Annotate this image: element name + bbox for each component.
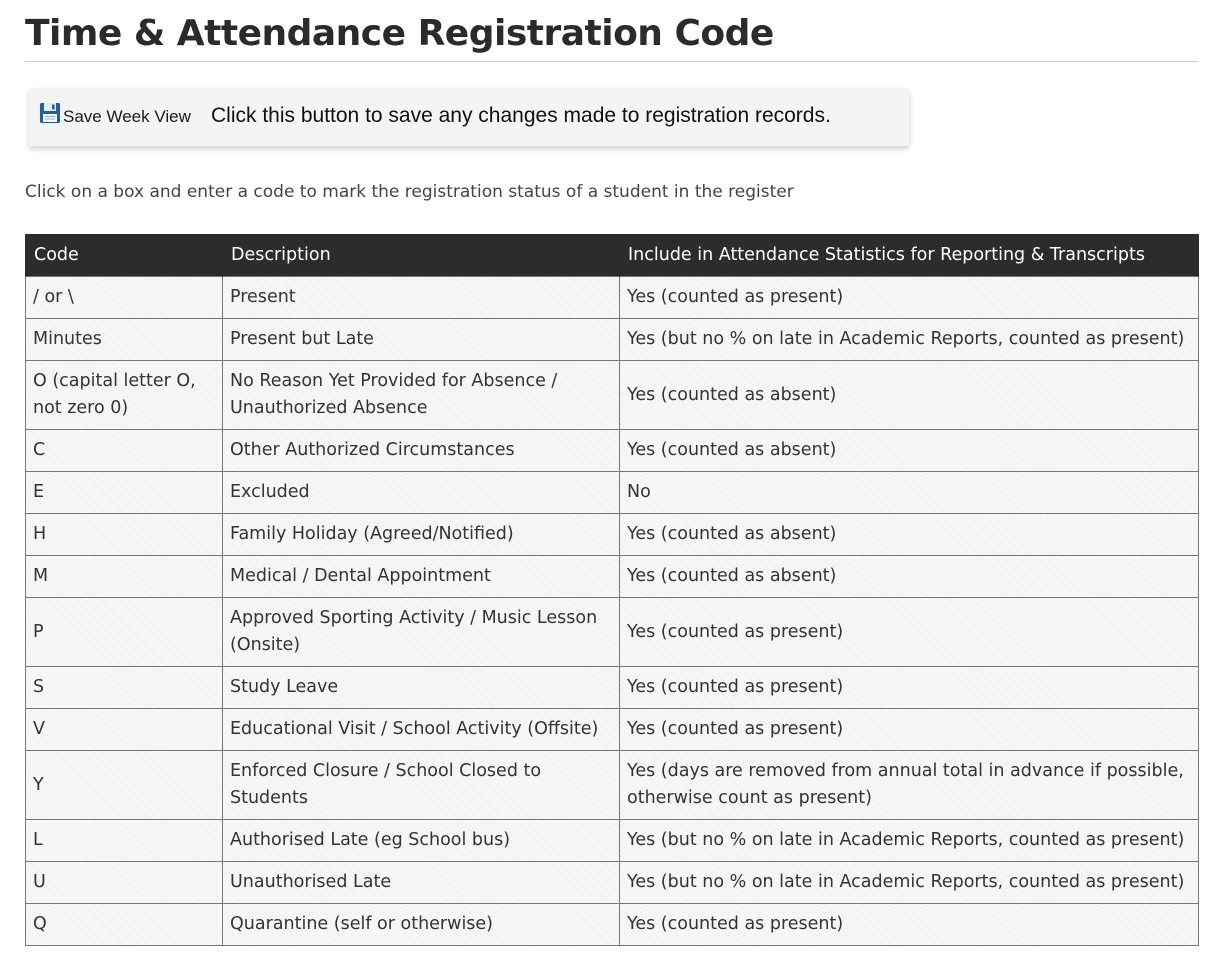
description-cell: Excluded bbox=[223, 472, 620, 514]
description-cell: Other Authorized Circumstances bbox=[223, 430, 620, 472]
table-row bbox=[26, 556, 1199, 598]
table-row bbox=[26, 904, 1199, 946]
registration-code-table bbox=[25, 234, 1199, 946]
stats-cell: Yes (counted as absent) bbox=[620, 514, 1199, 556]
save-week-view-label: Save Week View bbox=[63, 107, 191, 126]
description-cell: Unauthorised Late bbox=[223, 862, 620, 904]
description-cell: Authorised Late (eg School bus) bbox=[223, 820, 620, 862]
code-cell: Minutes bbox=[26, 319, 223, 361]
code-cell: S bbox=[26, 667, 223, 709]
table-row bbox=[26, 472, 1199, 514]
code-cell: C bbox=[26, 430, 223, 472]
stats-cell: Yes (counted as present) bbox=[620, 667, 1199, 709]
code-cell: V bbox=[26, 709, 223, 751]
stats-cell: Yes (counted as present) bbox=[620, 277, 1199, 319]
stats-cell: Yes (days are removed from annual total in advance if possible, otherwise count as present) bbox=[620, 751, 1199, 820]
code-cell: P bbox=[26, 598, 223, 667]
table-row bbox=[26, 361, 1199, 430]
floppy-disk-icon bbox=[39, 102, 61, 124]
table-row bbox=[26, 862, 1199, 904]
page-title: Time & Attendance Registration Code bbox=[25, 13, 774, 54]
code-cell: Y bbox=[26, 751, 223, 820]
stats-cell: Yes (counted as present) bbox=[620, 598, 1199, 667]
description-cell: Study Leave bbox=[223, 667, 620, 709]
stats-cell: Yes (counted as present) bbox=[620, 709, 1199, 751]
description-cell: Quarantine (self or otherwise) bbox=[223, 904, 620, 946]
table-row bbox=[26, 514, 1199, 556]
table-row bbox=[26, 598, 1199, 667]
description-cell: Present bbox=[223, 277, 620, 319]
description-cell: Approved Sporting Activity / Music Lesson (Onsite) bbox=[223, 598, 620, 667]
description-cell: Present but Late bbox=[223, 319, 620, 361]
description-cell: Enforced Closure / School Closed to Students bbox=[223, 751, 620, 820]
intro-text: Click on a box and enter a code to mark the registration status of a student in the register bbox=[25, 182, 794, 202]
save-banner bbox=[29, 88, 909, 146]
column-header-stats: Include in Attendance Statistics for Reporting & Transcripts bbox=[620, 234, 1199, 277]
description-cell: Educational Visit / School Activity (Offsite) bbox=[223, 709, 620, 751]
code-cell: L bbox=[26, 820, 223, 862]
stats-cell: Yes (but no % on late in Academic Reports, counted as present) bbox=[620, 319, 1199, 361]
code-cell: M bbox=[26, 556, 223, 598]
column-header-code: Code bbox=[26, 234, 223, 277]
stats-cell: Yes (counted as present) bbox=[620, 904, 1199, 946]
description-cell: Family Holiday (Agreed/Notified) bbox=[223, 514, 620, 556]
description-cell: No Reason Yet Provided for Absence / Unauthorized Absence bbox=[223, 361, 620, 430]
title-divider bbox=[25, 61, 1198, 62]
table-header-row bbox=[26, 234, 1199, 277]
stats-cell: No bbox=[620, 472, 1199, 514]
code-cell: H bbox=[26, 514, 223, 556]
stats-cell: Yes (but no % on late in Academic Reports, counted as present) bbox=[620, 862, 1199, 904]
table-row bbox=[26, 820, 1199, 862]
code-cell: E bbox=[26, 472, 223, 514]
stats-cell: Yes (counted as absent) bbox=[620, 556, 1199, 598]
table-row bbox=[26, 319, 1199, 361]
save-week-view-button[interactable] bbox=[39, 104, 191, 130]
code-cell: Q bbox=[26, 904, 223, 946]
table-row bbox=[26, 277, 1199, 319]
table-row bbox=[26, 709, 1199, 751]
description-cell: Medical / Dental Appointment bbox=[223, 556, 620, 598]
table-row bbox=[26, 751, 1199, 820]
code-cell: O (capital letter O, not zero 0) bbox=[26, 361, 223, 430]
stats-cell: Yes (but no % on late in Academic Reports, counted as present) bbox=[620, 820, 1199, 862]
stats-cell: Yes (counted as absent) bbox=[620, 430, 1199, 472]
code-cell: U bbox=[26, 862, 223, 904]
column-header-description: Description bbox=[223, 234, 620, 277]
table-row bbox=[26, 667, 1199, 709]
code-cell: / or \ bbox=[26, 277, 223, 319]
table-row bbox=[26, 430, 1199, 472]
stats-cell: Yes (counted as absent) bbox=[620, 361, 1199, 430]
save-explanation: Click this button to save any changes made to registration records. bbox=[211, 104, 831, 127]
